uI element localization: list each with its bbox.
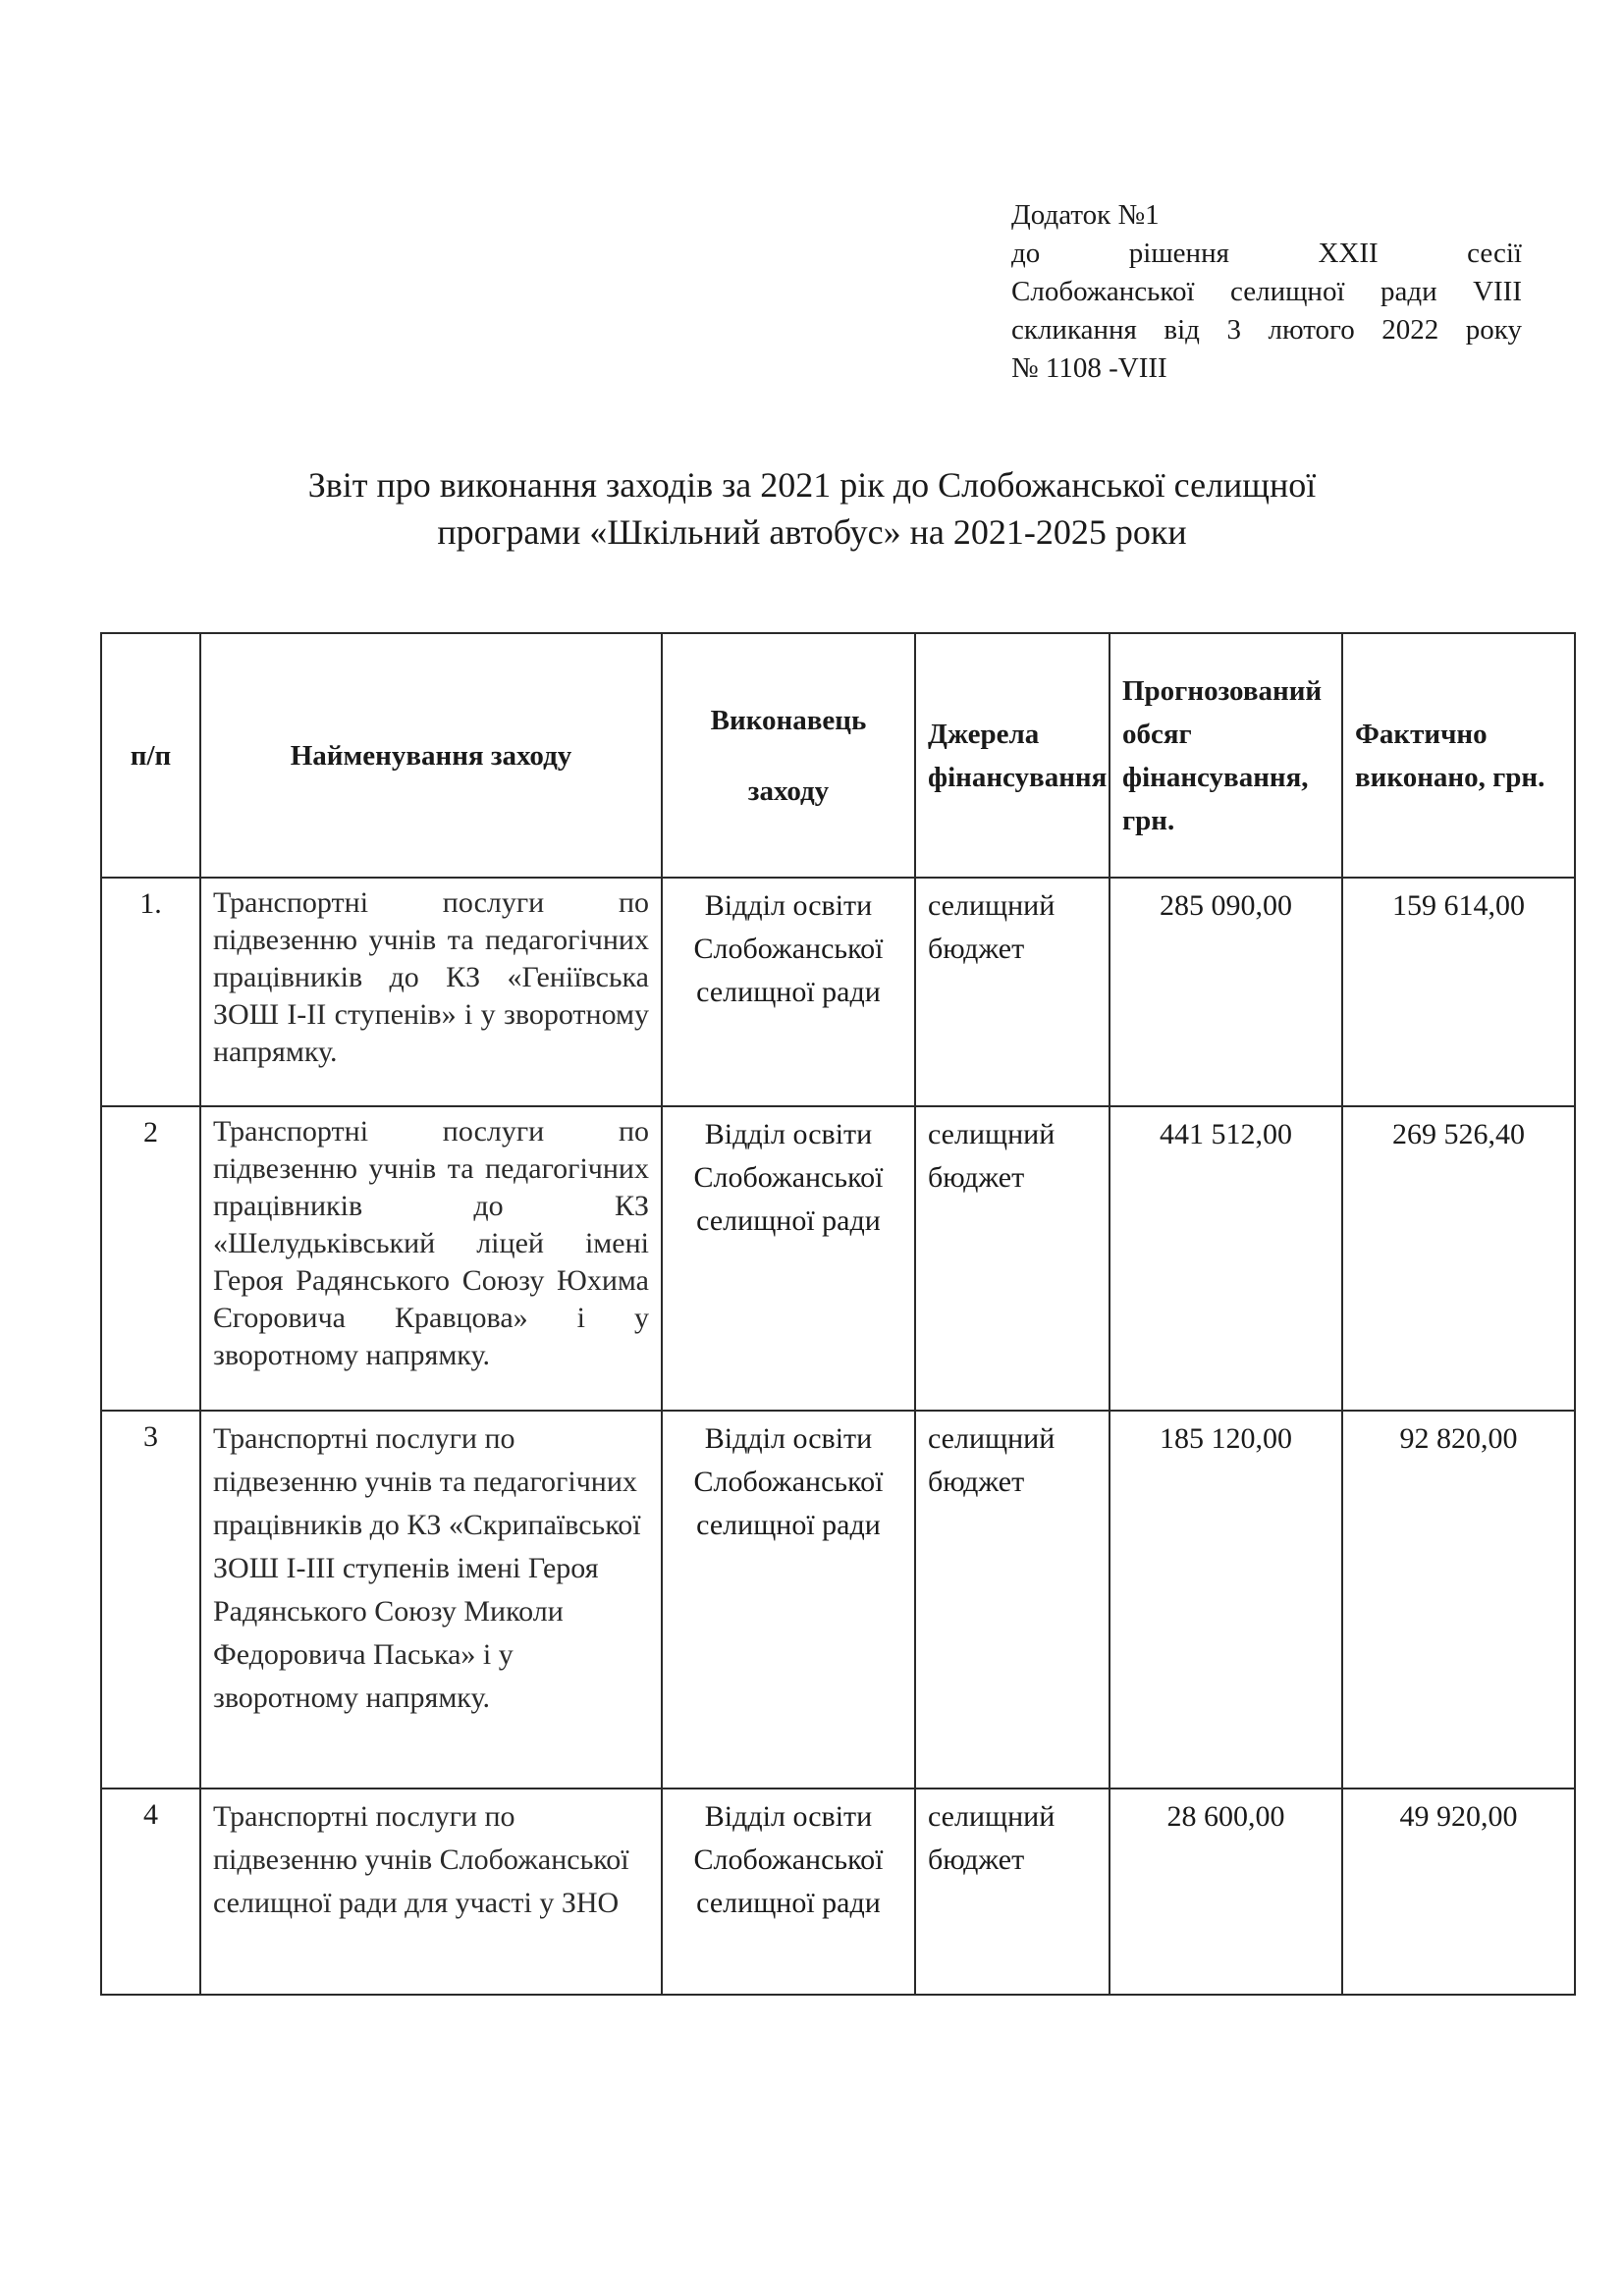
row-actual: 92 820,00: [1342, 1411, 1575, 1789]
row-source: селищний бюджет: [915, 878, 1110, 1106]
row-planned: 441 512,00: [1110, 1106, 1342, 1411]
row-executor: Відділ освіти Слобожанської селищної ради: [662, 1106, 915, 1411]
row-name: Транспортні послуги по підвезенню учнів та педагогічних працівників до КЗ «Шелудьківський ліцей імені Героя Радянського Союзу Юхима Єгоровича Кравцова» і у зворотному напрямку.: [200, 1106, 662, 1411]
row-num: 1.: [101, 878, 200, 1106]
row-executor: Відділ освіти Слобожанської селищної ради: [662, 1411, 915, 1789]
row-num: 3: [101, 1411, 200, 1789]
header-executor: Виконавець заходу: [662, 633, 915, 878]
annex-line-2: до рішення XXII сесії: [1011, 238, 1522, 269]
table-row: [101, 878, 1575, 1106]
row-planned: 185 120,00: [1110, 1411, 1342, 1789]
annex-line-3: Слобожанської селищної ради VIII: [1011, 276, 1522, 307]
row-name: Транспортні послуги по підвезенню учнів та педагогічних працівників до КЗ «Геніївська ЗОШ І-ІІ ступенів» і у зворотному напрямку.: [200, 878, 662, 1106]
header-planned: Прогнозований обсяг фінансування, грн.: [1110, 633, 1342, 878]
table-row: [101, 1789, 1575, 1995]
report-table: [100, 632, 1576, 1996]
row-name: Транспортні послуги по підвезенню учнів Слобожанської селищної ради для участі у ЗНО: [200, 1789, 662, 1995]
row-executor: Відділ освіти Слобожанської селищної ради: [662, 1789, 915, 1995]
report-title-line-2: програми «Шкільний автобус» на 2021-2025 роки: [437, 512, 1187, 552]
report-title-line-1: Звіт про виконання заходів за 2021 рік до Слобожанської селищної: [307, 465, 1317, 505]
table-row: [101, 1411, 1575, 1789]
header-name: Найменування заходу: [200, 633, 662, 878]
annex-line-5: № 1108 -VIII: [1011, 352, 1167, 384]
row-name: Транспортні послуги по підвезенню учнів та педагогічних працівників до КЗ «Скрипаївської ЗОШ І-ІІІ ступенів імені Героя Радянського Союзу Миколи Федоровича Паська» і у зворотному напрямку.: [200, 1411, 662, 1789]
annex-line-1: Додаток №1: [1011, 199, 1160, 231]
row-num: 2: [101, 1106, 200, 1411]
row-num: 4: [101, 1789, 200, 1995]
annex-line-4: скликання від 3 лютого 2022 року: [1011, 314, 1522, 346]
row-source: селищний бюджет: [915, 1106, 1110, 1411]
row-actual: 269 526,40: [1342, 1106, 1575, 1411]
header-source: Джерела фінансування: [915, 633, 1110, 878]
annex-block: [1011, 196, 1522, 388]
row-actual: 49 920,00: [1342, 1789, 1575, 1995]
row-planned: 28 600,00: [1110, 1789, 1342, 1995]
header-actual: Фактично виконано, грн.: [1342, 633, 1575, 878]
row-executor: Відділ освіти Слобожанської селищної ради: [662, 878, 915, 1106]
row-actual: 159 614,00: [1342, 878, 1575, 1106]
report-title: [0, 461, 1624, 556]
row-planned: 285 090,00: [1110, 878, 1342, 1106]
row-source: селищний бюджет: [915, 1789, 1110, 1995]
row-source: селищний бюджет: [915, 1411, 1110, 1789]
header-num: п/п: [101, 633, 200, 878]
table-row: [101, 1106, 1575, 1411]
